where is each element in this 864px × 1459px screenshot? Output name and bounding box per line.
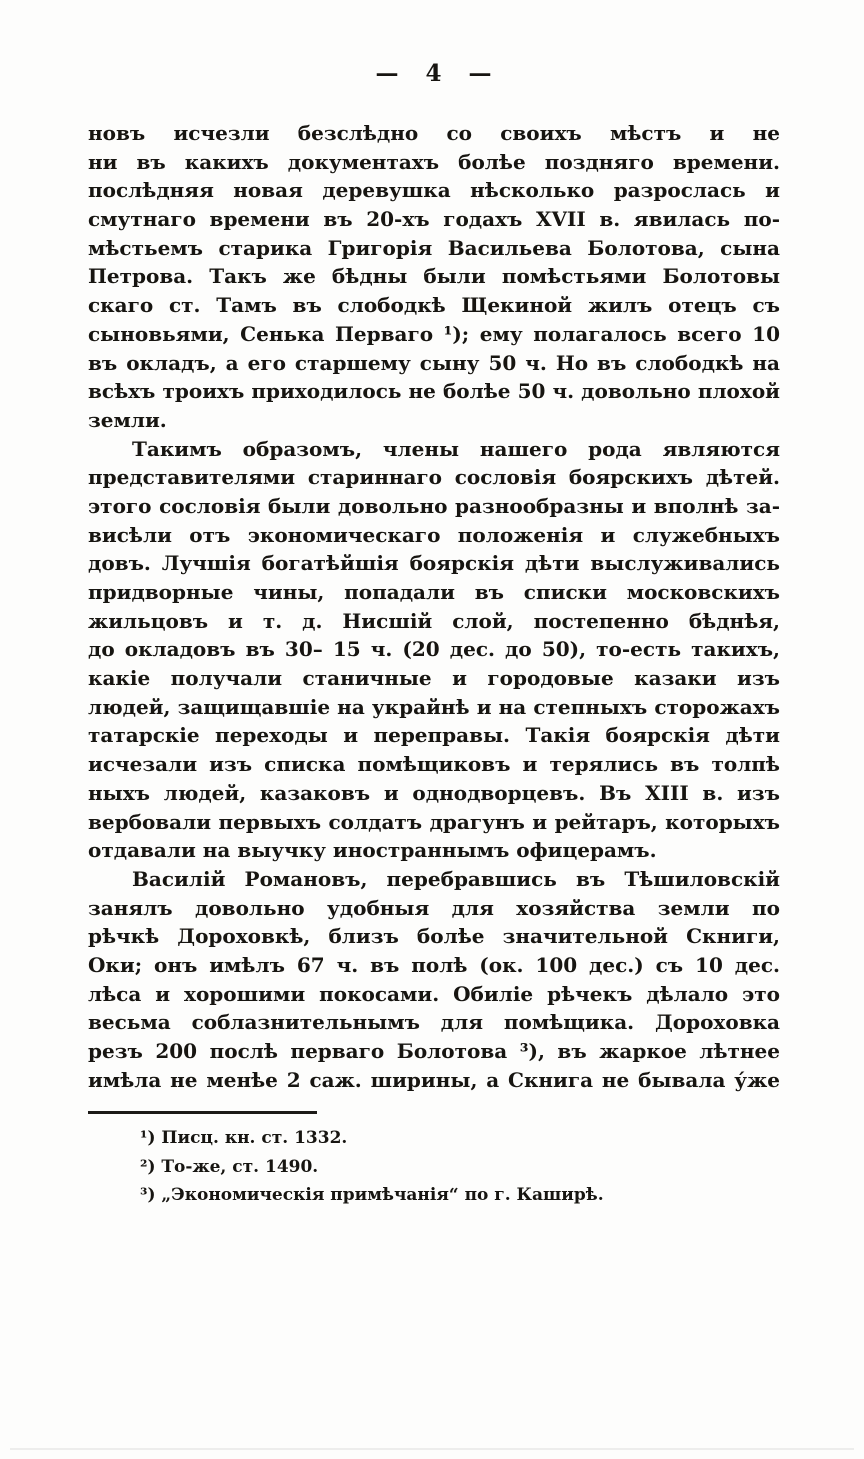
text-line: мѣстьемъ старика Григорія Васильева Болотова, сына bbox=[88, 235, 780, 260]
text-line: резъ 200 послѣ перваго Болотова ³), въ жаркое лѣтнее bbox=[88, 1039, 780, 1063]
text-line: вербовали первыхъ солдатъ драгунъ и рейтаръ, которыхъ bbox=[88, 809, 780, 834]
text-line: ныхъ людей, казаковъ и однодворцевъ. Въ XIII в. изъ bbox=[88, 780, 780, 805]
text-line: скаго ст. Тамъ въ слободкѣ Щекиной жилъ отецъ съ bbox=[88, 293, 780, 318]
footnote-line: ²) То-же, ст. 1490. bbox=[140, 1156, 319, 1177]
text-line: лѣса и хорошими покосами. Обиліе рѣчекъ дѣлало это bbox=[88, 981, 780, 1006]
text-line: Такимъ образомъ, члены нашего рода являются bbox=[132, 436, 780, 461]
text-line: сыновьями, Сенька Перваго ¹); ему полагалось всего 10 bbox=[88, 321, 780, 346]
footnotes bbox=[88, 1124, 780, 1210]
text-line: Петрова. Такъ же бѣдны были помѣстьями Болотовы bbox=[88, 264, 780, 289]
text-line: висѣли отъ экономическаго положенія и служебныхъ bbox=[88, 522, 780, 547]
text-line: весьма соблазнительнымъ для помѣщика. Дороховка bbox=[88, 1010, 780, 1035]
text-line: довъ. Лучшія богатѣйшія боярскія дѣти выслуживались bbox=[88, 551, 780, 576]
footnote-line: ³) „Экономическія примѣчанія“ по г. Каширѣ. bbox=[140, 1185, 604, 1205]
text-line: занялъ довольно удобныя для хозяйства земли по bbox=[88, 895, 780, 920]
text-line: смутнаго времени въ 20-хъ годахъ XVII в. явилась по- bbox=[88, 207, 780, 232]
text-line: имѣла не менѣе 2 саж. ширины, а Скнига не бывала у́же bbox=[88, 1067, 780, 1092]
text-line: новъ исчезли безслѣдно со своихъ мѣстъ и не bbox=[88, 121, 780, 145]
text-line: какіе получали станичные и городовые казаки изъ bbox=[88, 666, 780, 691]
text-line: придворные чины, попадали въ списки московскихъ bbox=[88, 580, 780, 604]
footnote-rule bbox=[88, 1111, 317, 1114]
footnote-line: ¹) Писц. кн. ст. 1332. bbox=[140, 1128, 348, 1148]
text-line: рѣчкѣ Дороховкѣ, близъ болѣе значительной Скниги, bbox=[88, 924, 780, 949]
text-line: жильцовъ и т. д. Нисшій слой, постепенно бѣднѣя, bbox=[88, 608, 780, 633]
scan-edge-line bbox=[10, 1448, 854, 1450]
text-line: представителями стариннаго сословія боярскихъ дѣтей. bbox=[88, 465, 780, 490]
text-line: до окладовъ въ 30– 15 ч. (20 дес. до 50), то-есть такихъ, bbox=[88, 637, 780, 662]
page-number: — 4 — bbox=[375, 60, 493, 87]
text-line: людей, защищавшіе на украйнѣ и на степныхъ сторожахъ bbox=[88, 694, 780, 719]
text-line: въ окладъ, а его старшему сыну 50 ч. Но въ слободкѣ на bbox=[88, 350, 780, 375]
text-line: этого сословія были довольно разнообразны и вполнѣ за- bbox=[88, 493, 780, 518]
text-line: ни въ какихъ документахъ болѣе поздняго времени. bbox=[88, 149, 780, 174]
text-line: всѣхъ троихъ приходилось не болѣе 50 ч. довольно плохой bbox=[88, 379, 780, 404]
text-line: татарскіе переходы и переправы. Такія боярскія дѣти bbox=[88, 723, 780, 748]
text-line: исчезали изъ списка помѣщиковъ и терялись въ толпѣ bbox=[88, 752, 780, 777]
text-line: земли. bbox=[88, 407, 167, 432]
text-line: послѣдняя новая деревушка нѣсколько разрослась и bbox=[88, 178, 780, 203]
text-line: отдавали на выучку иностраннымъ офицерамъ. bbox=[88, 838, 657, 863]
text-line: Василій Романовъ, перебравшись въ Тѣшиловскій bbox=[132, 866, 780, 891]
text-block bbox=[88, 119, 780, 1094]
text-line: Оки; онъ имѣлъ 67 ч. въ полѣ (ок. 100 дес.) съ 10 дес. bbox=[88, 952, 780, 977]
